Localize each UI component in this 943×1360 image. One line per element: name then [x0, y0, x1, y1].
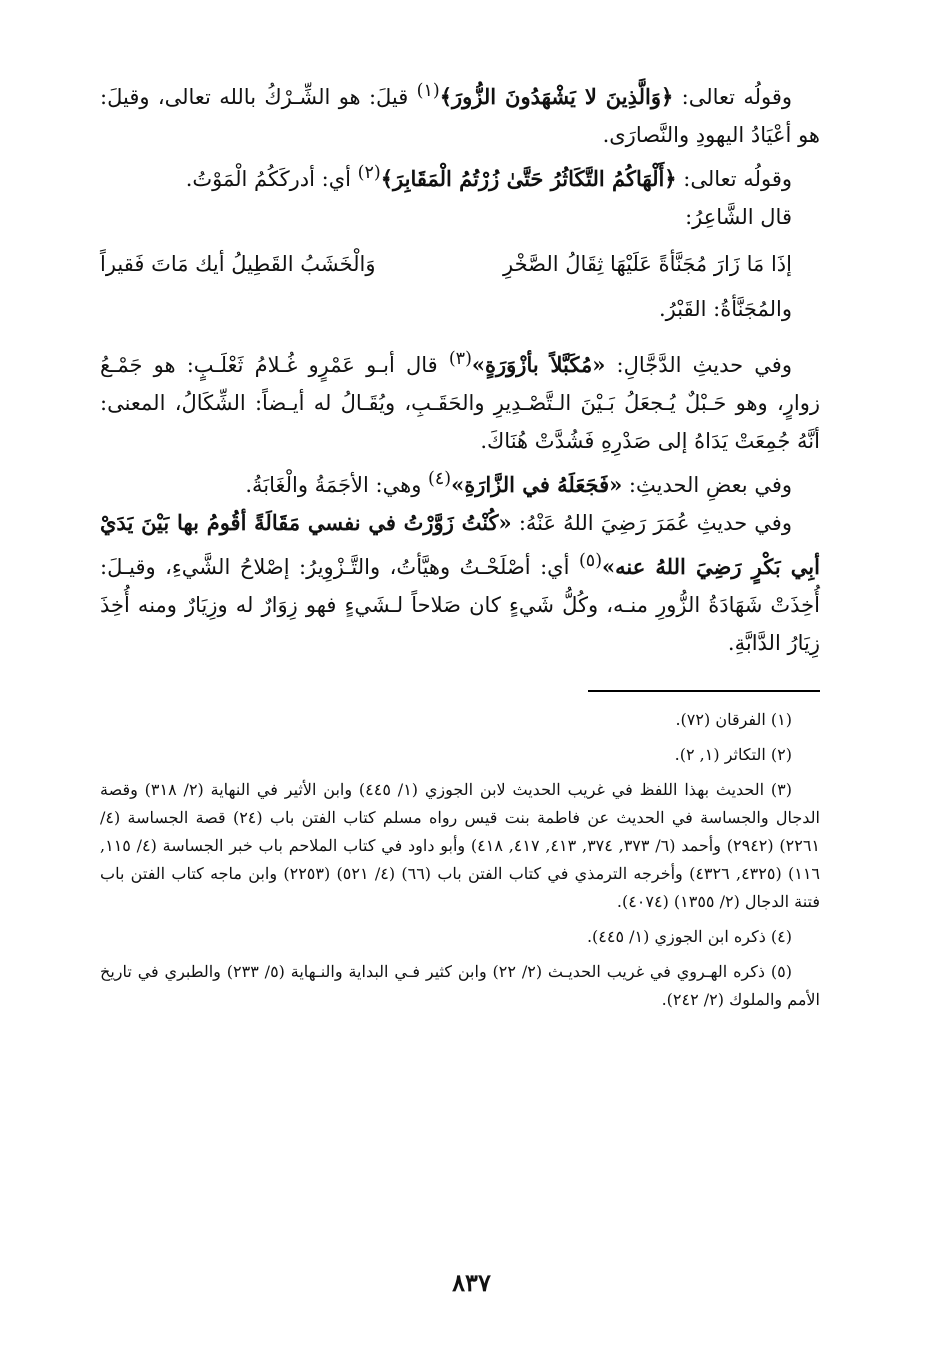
paragraph	[100, 72, 820, 154]
verse-second-hemistich: وَالْخَشَبُ القَطِيلُ أيك مَاتَ فَقيراً	[100, 252, 376, 276]
footnote: (١) الفرقان (٧٢).	[675, 710, 792, 729]
footnote-ref: (٤)	[428, 469, 452, 489]
footnotes	[100, 706, 820, 1014]
text-run: وقولُه تعالى:	[673, 85, 793, 109]
hadith-quote: «مُكَبَّلاً بأزْوَرَةٍ»	[471, 352, 606, 377]
footnote-ref: (٣)	[448, 349, 472, 369]
poetry-verse	[100, 244, 820, 284]
page-content	[100, 72, 820, 1021]
text-run: أي: أدركَكُمُ الْمَوْتُ.	[185, 167, 358, 191]
main-text	[100, 72, 820, 662]
paragraph: قال الشَّاعِرُ:	[685, 205, 792, 229]
text-run: وفي بعضِ الحديثِ:	[622, 473, 792, 497]
hadith-quote: «كُنْتُ زَوَّرْتُ في نفسي مَقَالَةً أقُومُ بها بَيْنَ يَدَيْ أبِي بَكْرٍ رَضِيَ اللهُ عنه»	[100, 510, 820, 579]
text-run: وفي حديثِ عُمَرَ رَضِيَ اللهُ عَنْهُ:	[511, 511, 792, 535]
quran-quote: ﴿وَالَّذِينَ لا يَشْهَدُونَ الزُّورَ﴾	[439, 84, 674, 109]
footnote-ref: (٢)	[357, 163, 381, 183]
footnote-divider	[588, 690, 820, 692]
paragraph	[100, 460, 820, 504]
text-run: وفي حديثِ الدَّجَّالِ:	[605, 353, 792, 377]
page-number: ٨٣٧	[452, 1268, 491, 1297]
footnote: (٣) الحديث بهذا اللفظ في غريب الحديث لابن الجوزي (١/ ٤٤٥) وابن الأثير في النهاية (٢/ ٣١٨) وقصة الدجال والجساسة في الحديث عن فاطمة بنت قيس رواه مسلم كتاب الفتن باب (٢٤) قصة الجساسة (٤/ ٢٢٦١) (٢٩٤٢) وأحمد (٦/ ٣٧٣, ٣٧٤, ٤١٣, ٤١٧, ٤١٨) وأبو داود في كتاب الملاحم باب خبر الجساسة (٤/ ١١٥, ١١٦) (٤٣٢٥, ٤٣٢٦) وأخرجه الترمذي في كتاب الفتن باب (٦٦) (٤/ ٥٢١) (٢٢٥٣) وابن ماجه كتاب الفتن باب فتنة الدجال (٢/ ١٣٥٥) (٤٠٧٤).	[100, 780, 821, 911]
text-run: وقولُه تعالى:	[676, 167, 792, 191]
text-run: قيلَ: هو الشِّـرْكُ بالله تعالى، وقيلَ: هو أعْيَادُ اليهودِ والنَّصارَى.	[100, 85, 820, 147]
footnote-ref: (١)	[416, 81, 440, 101]
footnote-ref: (٥)	[578, 551, 603, 571]
hadith-quote: «فَجَعَلَهُ في الزَّارَةِ»	[451, 472, 623, 497]
paragraph	[100, 154, 820, 198]
footnote: (٢) التكاثر (١, ٢).	[674, 745, 792, 764]
verse-first-hemistich: إذَا مَا زَارَ مُجَنَّأةً عَلَيْهَا ثِقَالُ الصَّخْرِ	[503, 252, 792, 276]
text-run: قال أبـو عَمْرٍو غُـلامُ ثَعْلَـبٍ: هو جَمْـعُ زوارٍ، وهو حَـبْلٌ يُـجعَلُ بَـيْنَ الـتَّصْـدِيرِ والحَقَـبِ، ويُقَـالُ له أيـضاً: الشِّكَالُ، المعنى: أنَّهُ جُمِعَتْ يَدَاهُ إلى صَدْرِهِ فَشُدَّتْ هُنَاكَ.	[100, 353, 820, 453]
footnote: (٤) ذكره ابن الجوزي (١/ ٤٤٥).	[586, 927, 792, 946]
text-run: أي: أصْلَحْـتُ وهيَّأتُ، والتَّـزْوِيرُ: إصْلاحُ الشَّيءِ، وقيـلَ: أُخِذَتْ شَهَادَةُ الزُّورِ منـه، وكُلُّ شَيءٍ كان صَلاحاً لـشَيءٍ فهو زِوَارٌ له وزِيَارٌ ومنه أُخِذَ زِيَارُ الدَّابَّةِ.	[100, 555, 820, 655]
text-run: وهي: الأجَمَةُ والْغَابَةُ.	[245, 473, 429, 497]
footnote: (٥) ذكره الهـروي في غريب الحديـث (٢/ ٢٢) وابن كثير فـي البداية والنـهاية (٥/ ٢٣٣) والطبري في تاريخ الأمم والملوك (٢/ ٢٤٢).	[100, 962, 820, 1009]
paragraph	[100, 340, 820, 460]
paragraph: والمُجَنَّأةُ: القَبْرُ.	[658, 297, 792, 321]
quran-quote: ﴿أَلْهَاكُمُ التَّكَاثُرُ حَتَّىٰ زُرْتُمُ الْمَقَابِرَ﴾	[380, 166, 677, 191]
paragraph	[100, 504, 820, 662]
